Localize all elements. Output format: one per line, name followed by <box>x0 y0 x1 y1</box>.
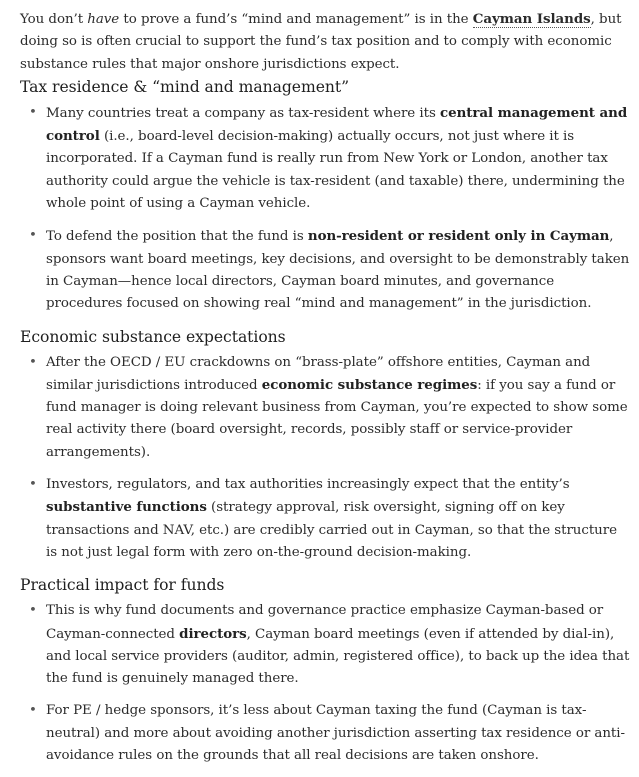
intro-paragraph <box>20 8 630 76</box>
intro-text: , but doing so is often crucial to support the fund’s tax position and to comply with economic substance rules that major onshore jurisdictions expect. <box>20 12 622 72</box>
bold-term: non-resident or resident only in Cayman <box>307 228 610 245</box>
list-item: • For PE / hedge sponsors, it’s less about Cayman taxing the fund (Cayman is tax-neutral) and more about avoiding another jurisdiction asserting tax residence or anti-avoidance rules on the grounds that all real decisions are taken onshore. <box>20 700 630 767</box>
bullet-icon: • <box>29 104 37 120</box>
bullet-list <box>20 352 630 565</box>
bullet-icon: • <box>29 703 37 719</box>
bold-term: substantive functions <box>46 499 207 516</box>
bullet-list <box>20 600 630 767</box>
list-item: • Many countries treat a company as tax-resident where its central management and control (i.e., board-level decision-making) actually occurs, not just where it is incorporated. If a Cayman fund is really run from New York or London, another tax authority could argue the vehicle is tax-resident (and taxable) there, undermining the whole point of using a Cayman vehicle. <box>20 102 630 215</box>
bullet-list <box>20 102 630 316</box>
intro-text: You don’t <box>20 12 88 27</box>
intro-text: to prove a fund’s “mind and management” is in the <box>119 12 473 27</box>
list-item: • After the OECD / EU crackdowns on “brass-plate” offshore entities, Cayman and similar jurisdictions introduced economic substance regimes: if you say a fund or fund manager is doing relevant business from Cayman, you’re expected to show some real activity there (board oversight, records, possibly staff or service-provider arrangements). <box>20 352 630 464</box>
intro-emphasis: have <box>87 12 120 27</box>
bold-term: directors <box>179 625 247 642</box>
bold-term: central management and control <box>46 104 628 145</box>
bullet-icon: • <box>29 354 37 370</box>
bullet-icon: • <box>29 477 37 493</box>
bold-term: economic substance regimes <box>261 376 478 393</box>
list-item: • Investors, regulators, and tax authorities increasingly expect that the entity’s substantive functions (strategy approval, risk oversight, signing off on key transactions and NAV, etc.) are credibly carried out in Cayman, so that the structure is not just legal form with zero on-the-ground decision-making. <box>20 474 630 564</box>
list-item: • This is why fund documents and governance practice emphasize Cayman-based or Cayman-connected directors, Cayman board meetings (even if attended by dial-in), and local service providers (auditor, admin, registered office), to back up the idea that the fund is genuinely managed there. <box>20 600 630 690</box>
cayman-islands-link[interactable]: Cayman Islands <box>472 11 591 27</box>
bullet-icon: • <box>29 603 37 619</box>
list-item: • To defend the position that the fund is non-resident or resident only in Cayman, sponsors want board meetings, key decisions, and oversight to be demonstrably taken in Cayman—hence local directors, Cayman board minutes, and governance procedures focused on showing real “mind and management” in the jurisdiction. <box>20 225 630 315</box>
answer-document <box>20 8 630 777</box>
section-heading-economic-substance: Economic substance expectations <box>20 327 286 346</box>
section-heading-tax-residence: Tax residence & “mind and management” <box>20 77 350 96</box>
section-heading-practical-impact: Practical impact for funds <box>20 576 225 595</box>
bullet-icon: • <box>29 228 37 244</box>
